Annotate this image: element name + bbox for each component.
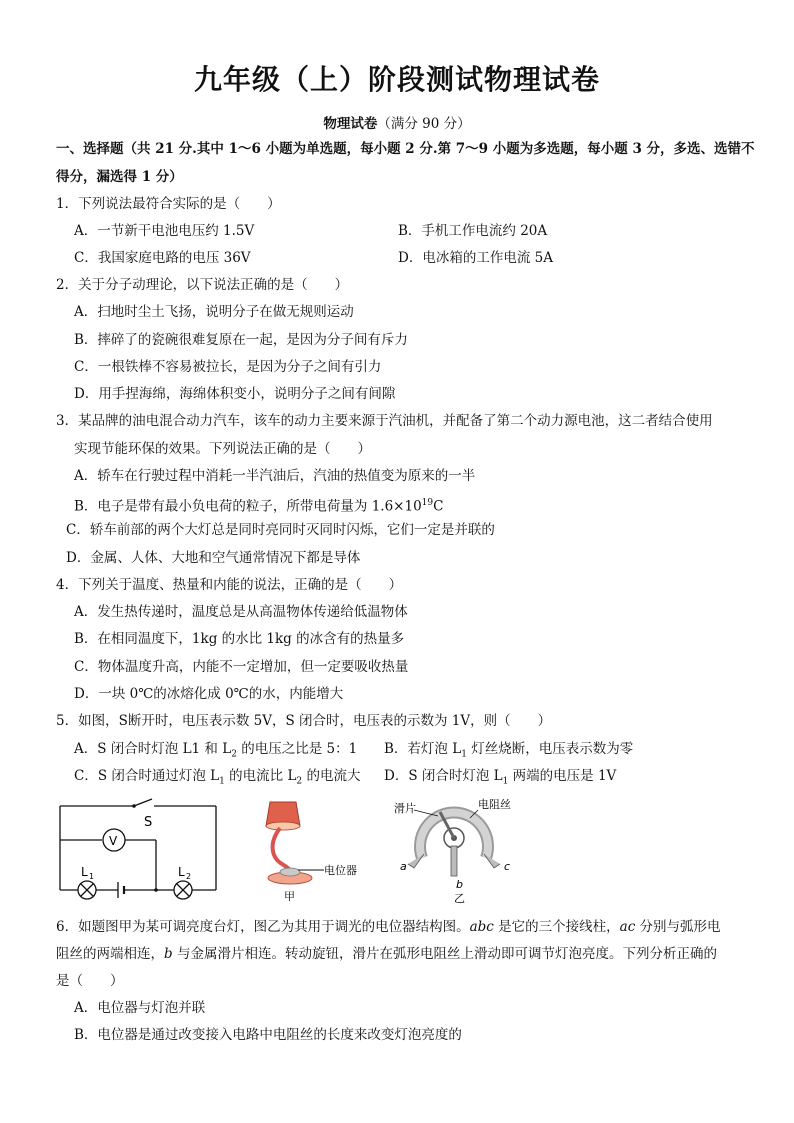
terminal-a-label: a — [400, 860, 407, 873]
switch-label: S — [144, 815, 153, 830]
lamp-l2-label-sub: 2 — [186, 872, 192, 881]
potentiometer-figure — [394, 796, 522, 906]
q6-b: b — [164, 946, 173, 962]
lamp-l1-label: L — [81, 865, 88, 879]
lamp-l1-label-sub: 1 — [89, 872, 95, 881]
q2-option-b: B．摔碎了的瓷碗很难复原在一起，是因为分子间有斥力 — [74, 332, 408, 348]
slider-label: 滑片 — [394, 802, 416, 815]
desk-lamp-figure — [258, 796, 374, 906]
q5-d-post: 两端的电压是 1V — [508, 768, 617, 784]
q4-option-a: A．发生热传递时，温度总是从高温物体传递给低温物体 — [74, 604, 408, 620]
figure-caption-jia: 甲 — [284, 890, 295, 903]
q6-l1-pre: 6．如题图甲为某可调亮度台灯，图乙为其用于调光的电位器结构图。 — [56, 919, 470, 935]
q6-stem-line3: 是（ ） — [56, 973, 124, 989]
q3-option-a: A．轿车在行驶过程中消耗一半汽油后，汽油的热值变为原来的一半 — [74, 468, 476, 484]
q3-option-d: D．金属、人体、大地和空气通常情况下都是导体 — [66, 550, 361, 566]
q4-option-d: D．一块 0℃的冰熔化成 0℃的水，内能增大 — [74, 686, 344, 702]
section-heading-line2: 得分，漏选得 1 分） — [56, 169, 183, 185]
q6-option-a: A．电位器与灯泡并联 — [74, 1000, 206, 1016]
q6-ac: ac — [619, 919, 636, 935]
q6-stem-line1 — [56, 918, 721, 936]
q1-option-c: C．我国家庭电路的电压 36V — [74, 250, 251, 266]
q5-c-mid: 的电流比 L — [224, 768, 297, 784]
q5-d-sub: 1 — [502, 776, 509, 787]
q5-b-sub: 1 — [461, 749, 467, 760]
voltmeter-label: V — [109, 834, 118, 848]
q6-abc: abc — [469, 919, 494, 935]
q2-option-c: C．一根铁棒不容易被拉长，是因为分子之间有引力 — [74, 359, 382, 375]
q5-option-c — [74, 767, 360, 791]
q3-option-b — [74, 494, 443, 516]
q1-option-b: B．手机工作电流约 20A — [398, 223, 548, 239]
q3-stem-line1: 3．某品牌的油电混合动力汽车，该车的动力主要来源于汽油机，并配备了第二个动力源电池，这二者结合使用 — [56, 413, 713, 429]
q3-b-unit: C — [433, 498, 444, 515]
paper-subtitle — [0, 112, 794, 132]
q1-option-d: D．电冰箱的工作电流 5A — [398, 250, 553, 266]
q5-a-post: 的电压之比是 5：1 — [236, 741, 358, 757]
q3-stem-line2: 实现节能环保的效果。下列说法正确的是（ ） — [74, 441, 371, 457]
q5-d-pre: D．S 闭合时灯泡 L — [384, 768, 503, 784]
lamp-l2-label: L — [178, 865, 185, 879]
q5-stem: 5．如图，S断开时，电压表示数 5V，S 闭合时，电压表的示数为 1V，则（ ） — [56, 713, 552, 729]
q5-option-a — [74, 740, 357, 764]
q2-option-d: D．用手捏海绵，海绵体积变小，说明分子之间有间隙 — [74, 386, 396, 402]
q6-option-b: B．电位器是通过改变接入电路中电阻丝的长度来改变灯泡亮度的 — [74, 1027, 462, 1043]
q6-stem-line2 — [56, 945, 717, 963]
circuit-diagram — [52, 798, 228, 902]
q3-b-exponent: 19 — [421, 498, 434, 508]
q5-c-post: 的电流大 — [302, 768, 361, 784]
section-heading-line1: 一、选择题（共 21 分.其中 1～6 小题为单选题，每小题 2 分.第 7～9 小题为多选题，每小题 3 分，多选、选错不 — [56, 141, 755, 157]
subtitle-bold: 物理试卷 — [323, 116, 378, 132]
wire-label: 电阻丝 — [478, 798, 511, 811]
page-title: 九年级（上）阶段测试物理试卷 — [193, 63, 600, 96]
q6-l2-post: 与金属滑片相连。转动旋钮，滑片在弧形电阻丝上滑动即可调节灯泡亮度。下列分析正确的 — [172, 946, 717, 962]
q4-stem: 4．下列关于温度、热量和内能的说法，正确的是（ ） — [56, 577, 403, 593]
terminal-b-label: b — [456, 878, 463, 891]
potentiometer-label: 电位器 — [324, 864, 357, 877]
q3-option-c: C．轿车前部的两个大灯总是同时亮同时灭同时闪烁，它们一定是并联的 — [66, 522, 495, 538]
q5-option-d — [384, 767, 616, 791]
subtitle-rest: （满分 90 分） — [377, 116, 471, 132]
figure-caption-yi: 乙 — [454, 892, 465, 905]
q5-c-sub2: 2 — [296, 776, 303, 787]
q6-l2-pre: 阻丝的两端相连， — [56, 946, 164, 962]
q5-c-pre: C．S 闭合时通过灯泡 L — [74, 768, 220, 784]
switch-blade — [134, 799, 152, 806]
q1-option-a: A．一节新干电池电压约 1.5V — [74, 223, 255, 239]
q4-option-b: B．在相同温度下，1kg 的水比 1kg 的冰含有的热量多 — [74, 631, 405, 647]
potentiometer-knob — [280, 868, 300, 876]
q5-a-pre: A．S 闭合时灯泡 L1 和 L — [74, 741, 232, 757]
q2-option-a: A．扫地时尘土飞扬，说明分子在做无规则运动 — [74, 304, 354, 320]
q3-b-text: B．电子是带有最小负电荷的粒子，所带电荷量为 1.6×10 — [74, 498, 422, 515]
terminal-c-label: c — [504, 860, 511, 873]
q5-b-pre: B．若灯泡 L — [384, 741, 462, 757]
q4-option-c: C．物体温度升高，内能不一定增加，但一定要吸收热量 — [74, 659, 409, 675]
q2-stem: 2．关于分子动理论，以下说法正确的是（ ） — [56, 277, 349, 293]
q1-stem: 1．下列说法最符合实际的是（ ） — [56, 196, 281, 212]
q6-l1-post: 分别与弧形电 — [635, 919, 721, 935]
q5-b-post: 灯丝烧断，电压表示数为零 — [466, 741, 634, 757]
q5-a-sub: 2 — [231, 749, 237, 760]
q6-l1-mid: 是它的三个接线柱， — [493, 919, 620, 935]
middle-terminal — [451, 846, 457, 876]
q5-option-b — [384, 740, 633, 764]
q5-c-sub: 1 — [219, 776, 225, 787]
